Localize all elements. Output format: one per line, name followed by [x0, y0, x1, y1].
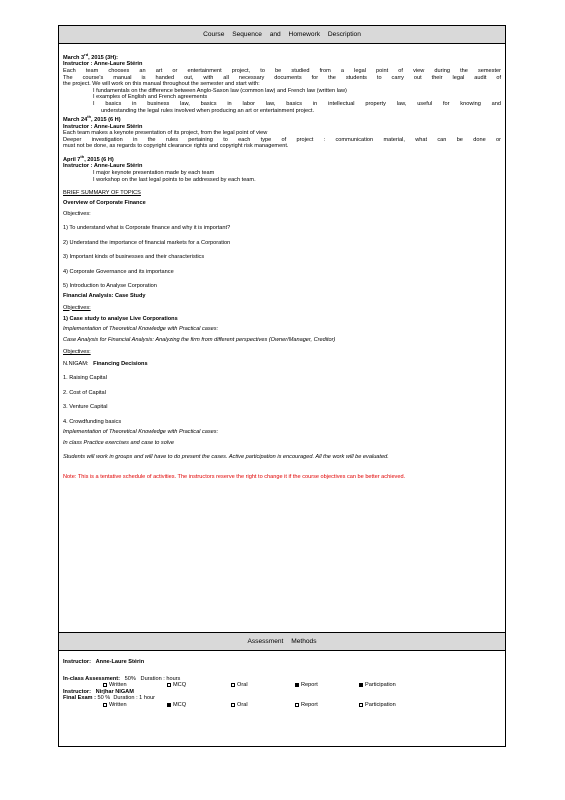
session-instructor: Instructor : Anne-Laure Stérin — [63, 123, 143, 130]
instructor-line: Instructor: Anne-Laure Stérin — [63, 659, 145, 665]
case-analysis-text: Case Analysis for Financial Analysis: Analyzing the firm from different perspectives (Owner/Manager, Creditor) — [63, 337, 336, 344]
assessment-header — [59, 632, 505, 651]
financing-heading: N.NIGAM: Financing Decisions — [63, 360, 148, 367]
header-title: Course Sequence and Homework Description — [203, 31, 361, 38]
session-date: March 3rd, 2015 (3H): — [63, 52, 118, 61]
objectives-label: Objectives: — [63, 211, 91, 218]
session-desc-line: Each team makes a keynote presentation of its project, from the legal point of view — [63, 130, 268, 137]
assessment-title: Assessment Methods — [247, 638, 317, 645]
case-study-item: 1) Case study to analyse Live Corporations — [63, 316, 178, 323]
financial-analysis-heading: Financial Analysis: Case Study — [63, 293, 146, 300]
inclass-options — [63, 682, 501, 689]
session-2 — [63, 114, 501, 150]
objective-item: 2) Understand the importance of financial markets for a Corporation — [63, 239, 231, 246]
practice-text: In class Practice exercises and case to solve — [63, 440, 174, 447]
checkbox-icon[interactable] — [295, 703, 299, 707]
session-bullet: I major keynote presentation made by each team — [93, 170, 215, 177]
option-participation[interactable]: Participation — [359, 702, 423, 709]
session-date: March 24th, 2015 (6 H) — [63, 114, 121, 124]
checkbox-icon[interactable] — [167, 683, 171, 687]
objective-item: 4) Corporate Governance and its importance — [63, 268, 174, 275]
implementation-text: Implementation of Theoretical Knowledge with Practical cases: — [63, 325, 219, 332]
option-oral[interactable]: Oral — [231, 682, 295, 689]
session-date: April 7th, 2015 (6 H) — [63, 154, 114, 163]
checkbox-icon[interactable] — [231, 683, 235, 687]
final-options — [63, 702, 501, 709]
objective-item: 1) To understand what is Corporate finance and why it is important? — [63, 225, 231, 232]
session-instructor: Instructor : Anne-Laure Stérin — [63, 163, 143, 170]
option-written[interactable]: Written — [103, 702, 167, 709]
option-participation[interactable]: Participation — [359, 682, 423, 689]
course-content — [63, 52, 501, 481]
inclass-assessment-line: In-class Assessment: 50% Duration : hours — [63, 675, 181, 682]
session-desc-line: The course's manual is handed out, with all necessary documents for the students to carry out their legal audit of — [63, 74, 501, 81]
course-sequence-header — [59, 26, 505, 44]
session-desc-line: the project. We will work on this manual throughout the semester and start with: — [63, 81, 260, 88]
session-1 — [63, 52, 501, 114]
overview-heading: Overview of Corporate Finance — [63, 199, 146, 206]
option-report[interactable]: Report — [295, 682, 359, 689]
session-bullet: I examples of English and French agreements — [93, 94, 208, 101]
session-bullet: I basics in business law, basics in labor law, basics in intellectual property law, useful for knowing and — [93, 101, 501, 108]
financing-item: 4. Crowdfunding basics — [63, 418, 122, 425]
checkbox-icon[interactable] — [359, 703, 363, 707]
option-written[interactable]: Written — [103, 682, 167, 689]
note-text: Note: This is a tentative schedule of activities. The instructors reserve the right to change it if the course objectives can be better achieved. — [63, 473, 406, 480]
session-desc-line: Each team chooses an art or entertainment project, to be studied from a legal point of view during the semester — [63, 68, 501, 75]
objectives-label: Objectives: — [63, 304, 91, 311]
session-3 — [63, 154, 501, 183]
option-report[interactable]: Report — [295, 702, 359, 709]
checkbox-icon[interactable] — [231, 703, 235, 707]
session-bullet: I workshop on the last legal points to be addressed by each team. — [93, 176, 256, 183]
financing-item: 3. Venture Capital — [63, 404, 108, 411]
option-mcq[interactable]: MCQ — [167, 702, 231, 709]
implementation-text: Implementation of Theoretical Knowledge with Practical cases: — [63, 428, 219, 435]
document-frame — [58, 25, 506, 747]
instructor-line: Instructor: Nirjhar NIGAM — [63, 688, 134, 695]
objective-item: 3) Important kinds of businesses and their characteristics — [63, 254, 205, 261]
checkbox-icon[interactable] — [103, 703, 107, 707]
final-exam-line: Final Exam : 50 % Duration : 1 hour — [63, 695, 156, 702]
objective-item: 5) Introduction to Analyse Corporation — [63, 283, 157, 290]
objectives-label: Objectives: — [63, 348, 91, 355]
checkbox-checked-icon[interactable] — [295, 683, 299, 687]
financing-item: 1. Raising Capital — [63, 375, 107, 382]
checkbox-icon[interactable] — [103, 683, 107, 687]
session-bullet: I fundamentals on the difference between Anglo-Saxon law (common law) and French law (written law) — [93, 87, 347, 94]
checkbox-checked-icon[interactable] — [167, 703, 171, 707]
option-mcq[interactable]: MCQ — [167, 682, 231, 689]
financing-item: 2. Cost of Capital — [63, 389, 106, 396]
summary-heading: BRIEF SUMMARY OF TOPICS — [63, 190, 141, 197]
students-text: Students will work in groups and will have to do present the cases. Active participation is encouraged. All the work will be evaluated. — [63, 453, 389, 460]
session-bullet: understanding the legal rules involved when producing an art or entertainment project. — [101, 107, 315, 114]
session-instructor: Instructor : Anne-Laure Stérin — [63, 61, 143, 68]
session-desc-line: must not be done, as regards to copyright clearance rights and copyright risk management. — [63, 143, 289, 150]
option-oral[interactable]: Oral — [231, 702, 295, 709]
session-desc-line: Deeper investigation in the rules pertaining to each type of project : communication material, what can be done or — [63, 136, 501, 143]
assessment-section — [63, 659, 501, 709]
checkbox-checked-icon[interactable] — [359, 683, 363, 687]
